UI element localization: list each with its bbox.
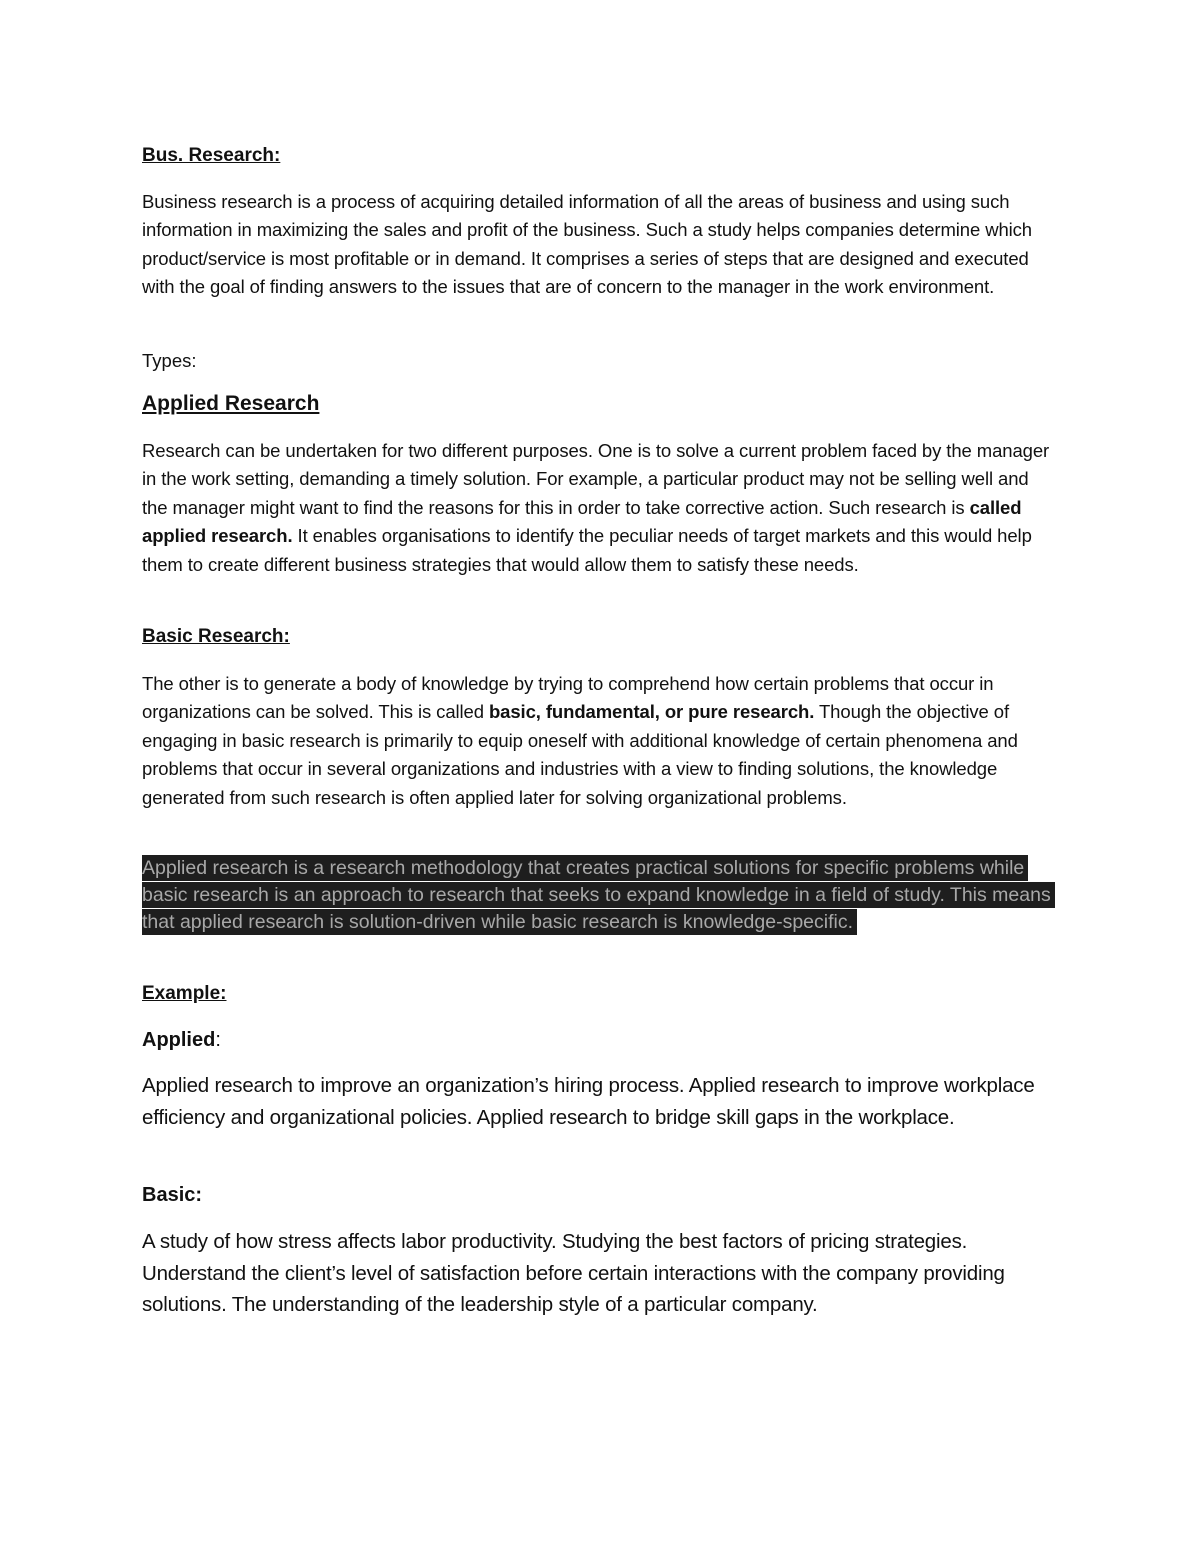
paragraph-business-research: Business research is a process of acquiring detailed information of all the areas of business and using such information in maximizing the sales and profit of the business. Such a study helps companies determine which product/service is most profitable or in demand. It comprises a series of steps that are designed and executed with the goal of finding answers to the issues that are of concern to the manager in the work environment.: [142, 191, 1033, 298]
basic-para-text-1: The other is to generate a body of knowledge by trying to comprehend how certain problems that occur in organizations can be solved. This is called: [142, 673, 994, 723]
basic-para-bold: basic, fundamental, or pure research.: [488, 701, 815, 723]
applied-para-bold: called applied research.: [142, 496, 1022, 547]
heading-example: Example:: [142, 983, 227, 1004]
label-applied-colon: :: [215, 1029, 221, 1051]
highlighted-text: Applied research is a research methodology that creates practical solutions for specific problems while basic research is an approach to research that seeks to expand knowledge in a field of study. This means that applied research is solution-driven while basic research is knowledge-specific.: [142, 855, 1055, 935]
basic-examples: A study of how stress affects labor productivity. Studying the best factors of pricing strategies. Understand the client’s level of satisfaction before certain interactions with the company providing solutions. The understanding of the leadership style of a particular company.: [142, 1230, 1005, 1316]
label-basic: Basic:: [142, 1184, 203, 1206]
basic-para-text-2: Though the objective of engaging in basic research is primarily to equip oneself with additional knowledge of certain phenomena and problems that occur in several organizations and industries with a view to finding solutions, the knowledge generated from such research is often applied later for solving organizational problems.: [142, 701, 1018, 808]
highlighted-paragraph: [142, 855, 1060, 936]
types-label: Types:: [142, 350, 197, 371]
heading-bus-research: Bus. Research:: [142, 145, 281, 166]
label-applied: [142, 1026, 1062, 1054]
applied-para-text-2: It enables organisations to identify the peculiar needs of target markets and this would help them to create different business strategies that would allow them to satisfy these needs.: [142, 525, 1032, 575]
label-applied-text: Applied: [142, 1029, 216, 1051]
applied-para-text-1: Research can be undertaken for two different purposes. One is to solve a current problem faced by the manager in the work setting, demanding a timely solution. For example, a particular product may not be selling well and the manager might want to find the reasons for this in order to take corrective action. Such research is: [142, 440, 1050, 518]
heading-basic-research: Basic Research:: [142, 626, 290, 647]
heading-applied-research: Applied Research: [142, 392, 320, 415]
paragraph-applied-research: [142, 437, 1057, 579]
paragraph-basic-research: [142, 670, 1057, 812]
applied-examples: Applied research to improve an organization’s hiring process. Applied research to improve workplace efficiency and organizational policies. Applied research to bridge skill gaps in the workplace.: [142, 1074, 1035, 1129]
